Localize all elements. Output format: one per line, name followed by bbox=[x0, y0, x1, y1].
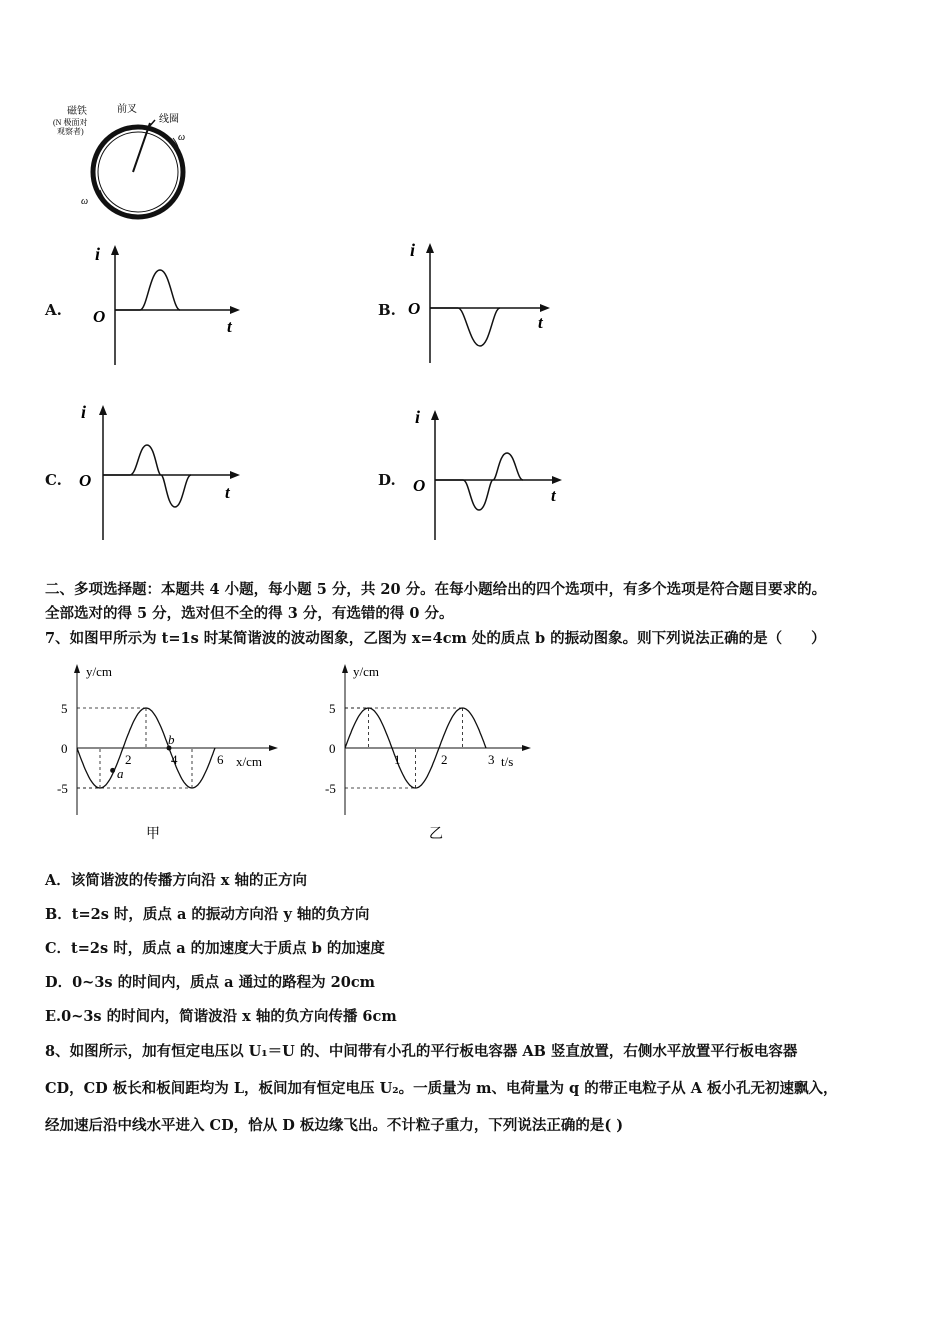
chart-jia-ytick: 0 bbox=[61, 741, 68, 756]
chart-yi-title: 乙 bbox=[429, 827, 443, 842]
chart-jia-xlabel: x/cm bbox=[236, 754, 262, 769]
option-a-graph bbox=[85, 240, 245, 370]
axis-i-label: i bbox=[410, 240, 416, 260]
axis-t-label: t bbox=[551, 486, 556, 505]
axis-i-label: i bbox=[81, 402, 87, 422]
axis-origin-label: O bbox=[413, 476, 426, 495]
chart-jia-ytick: -5 bbox=[57, 781, 68, 796]
axis-origin-label: O bbox=[408, 299, 421, 318]
option-d-letter: D. bbox=[378, 471, 396, 489]
q7-option-e: E.0~3s 的时间内，简谐波沿 x 轴的负方向传播 6cm bbox=[45, 1008, 397, 1025]
q7-option-a: A．该简谐波的传播方向沿 x 轴的正方向 bbox=[45, 872, 307, 889]
magnet-label: 磁铁 bbox=[67, 106, 87, 117]
q8-line1: 8、如图所示，加有恒定电压以 U₁＝U 的、中间带有小孔的平行板电容器 AB 竖直放置，右侧水平放置平行板电容器 bbox=[45, 1043, 798, 1060]
chart-yi-xtick: 1 bbox=[394, 752, 401, 767]
omega-label-left: ω bbox=[81, 196, 89, 207]
axis-i-label: i bbox=[95, 244, 101, 264]
chart-yi-xtick: 2 bbox=[441, 752, 448, 767]
q8-line2: CD，CD 板长和板间距均为 L，板间加有恒定电压 U₂。一质量为 m、电荷量为 q 的带正电粒子从 A 板小孔无初速飘入， bbox=[45, 1080, 838, 1097]
chart-yi-axes bbox=[342, 664, 531, 815]
axis-i-label: i bbox=[415, 407, 421, 427]
coil-label: 线圈 bbox=[159, 114, 179, 125]
chart-jia-xtick: 6 bbox=[217, 752, 224, 767]
magnet-note-2: 观察者) bbox=[57, 127, 84, 136]
option-c-graph bbox=[75, 400, 245, 545]
axis-origin-label: O bbox=[93, 307, 106, 326]
chart-jia-point-a: a bbox=[117, 766, 124, 781]
axis-t-label: t bbox=[225, 483, 230, 502]
chart-yi-xtick: 3 bbox=[488, 752, 495, 767]
q7-stem: 7、如图甲所示为 t=1s 时某简谐波的波动图象，乙图为 x=4cm 处的质点 b 的振动图象。则下列说法正确的是（ ） bbox=[45, 630, 826, 647]
q7-option-b: B．t=2s 时，质点 a 的振动方向沿 y 轴的负方向 bbox=[45, 906, 370, 923]
axis-origin-label: O bbox=[79, 471, 92, 490]
chart-jia-xtick: 2 bbox=[125, 752, 132, 767]
option-b-graph bbox=[400, 238, 560, 368]
option-d-graph bbox=[405, 405, 575, 545]
chart-yi-xlabel: t/s bbox=[501, 754, 514, 769]
fork-label: 前叉 bbox=[117, 104, 137, 115]
q7-option-d: D．0~3s 的时间内，质点 a 通过的路程为 20cm bbox=[45, 974, 376, 991]
omega-label-right: ω bbox=[178, 132, 186, 143]
magnet-note-1: (N 极面对 bbox=[53, 118, 88, 127]
chart-jia-ytick: 5 bbox=[61, 701, 68, 716]
option-c-letter: C. bbox=[45, 471, 62, 489]
section2-line2: 全部选对的得 5 分，选对但不全的得 3 分，有选错的得 0 分。 bbox=[45, 605, 454, 622]
chart-yi-ytick: -5 bbox=[325, 781, 336, 796]
chart-jia-axes bbox=[74, 664, 278, 815]
chart-yi-ylabel: y/cm bbox=[353, 664, 379, 679]
q8-line3: 经加速后沿中线水平进入 CD，恰从 D 板边缘飞出。不计粒子重力，下列说法正确的是( ) bbox=[45, 1117, 624, 1134]
chart-jia-title: 甲 bbox=[146, 827, 160, 842]
chart-jia-point-a-marker bbox=[110, 768, 115, 773]
chart-jia-point-b: b bbox=[168, 732, 175, 747]
chart-jia-ylabel: y/cm bbox=[86, 664, 112, 679]
magnet-wheel-figure bbox=[45, 100, 205, 220]
option-a-letter: A. bbox=[45, 301, 62, 319]
chart-jia-xtick: 4 bbox=[171, 752, 178, 767]
section2-line1: 二、多项选择题：本题共 4 小题，每小题 5 分，共 20 分。在每小题给出的四个选项中，有多个选项是符合题目要求的。 bbox=[45, 581, 827, 598]
chart-wave-jia bbox=[50, 660, 290, 845]
chart-yi-ytick: 5 bbox=[329, 701, 336, 716]
q7-option-c: C．t=2s 时，质点 a 的加速度大于质点 b 的加速度 bbox=[45, 940, 385, 957]
option-b-letter: B. bbox=[378, 301, 396, 319]
axis-t-label: t bbox=[538, 313, 543, 332]
chart-vibration-yi bbox=[315, 660, 545, 845]
axis-t-label: t bbox=[227, 317, 232, 336]
chart-yi-ytick: 0 bbox=[329, 741, 336, 756]
